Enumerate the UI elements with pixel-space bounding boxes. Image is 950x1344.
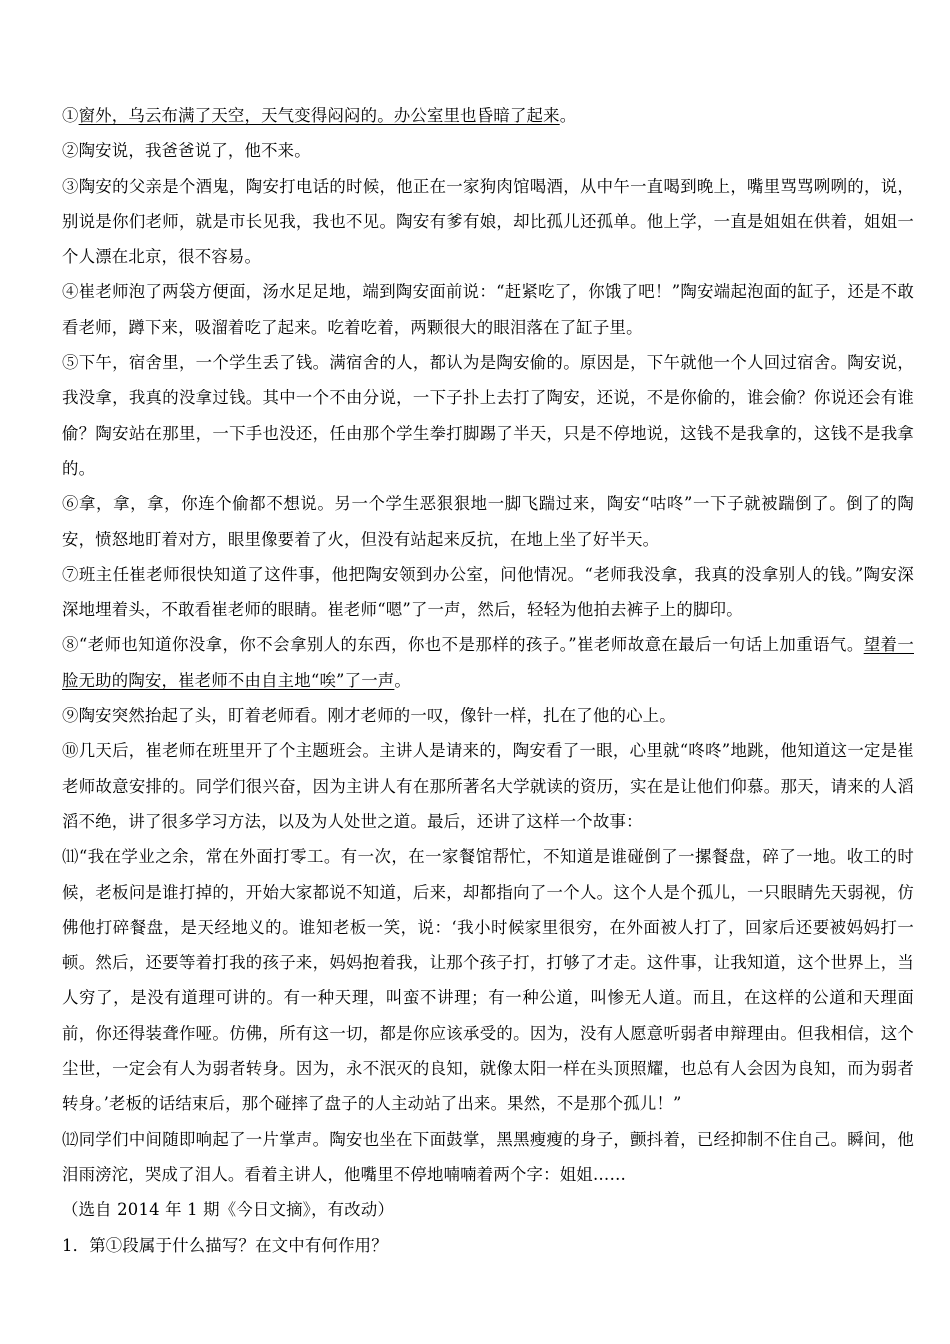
paragraph-10: ⑩几天后，崔老师在班里开了个主题班会。主讲人是请来的，陶安看了一眼，心里就“咚咚”地跳，他知道这一定是崔老师故意安排的。同学们很兴奋，因为主讲人有在那所著名大学就读的资历，实在是让他们仰慕。那天，请来的人滔滔不绝，讲了很多学习方法，以及为人处世之道。最后，还讲了这样一个故事：: [62, 741, 914, 831]
paragraph-8-text: ⑧“老师也知道你没拿，你不会拿别人的东西，你也不是那样的孩子。”崔老师故意在最后一句话上加重语气。: [62, 635, 864, 655]
paragraph-1: [62, 98, 914, 133]
paragraph-3: ③陶安的父亲是个酒鬼，陶安打电话的时候，他正在一家狗肉馆喝酒，从中午一直喝到晚上，嘴里骂骂咧咧的，说，别说是你们老师，就是市长见我，我也不见。陶安有爹有娘，却比孤儿还孤单。他上学，一直是姐姐在供着，姐姐一个人漂在北京，很不容易。: [62, 176, 914, 267]
paragraph-8-underlined-sentence: 望着一脸无助的陶安，崔老师不由自主地“唉”了一声: [62, 635, 914, 690]
paragraph-12: ⑿同学们中间随即响起了一片掌声。陶安也坐在下面鼓掌，黑黑瘦瘦的身子，颤抖着，已经抑制不住自己。瞬间，他泪雨滂沱，哭成了泪人。看着主讲人，他嘴里不停地喃喃着两个字：姐姐……: [62, 1129, 914, 1184]
source-note: （选自 2014 年 1 期《今日文摘》，有改动）: [62, 1200, 395, 1220]
paragraph-1-underlined-sentence: 窗外，乌云布满了天空，天气变得闷闷的。办公室里也昏暗了起来: [78, 106, 560, 125]
paragraph-8-end: 。: [394, 670, 411, 690]
paragraph-11: ⑾“我在学业之余，常在外面打零工。有一次，在一家餐馆帮忙，不知道是谁碰倒了一摞餐盘，碎了一地。收工的时候，老板问是谁打掉的，开始大家都说不知道，后来，却都指向了一个人。这个人是个孤儿，一只眼睛先天弱视，仿佛他打碎餐盘，是天经地义的。谁知老板一笑，说：‘我小时候家里很穷，在外面被人打了，回家后还要被妈妈打一顿。然后，还要等着打我的孩子来，妈妈抱着我，让那个孩子打，打够了才走。这件事，让我知道，这个世界上，当人穷了，是没有道理可讲的。有一种天理，叫蛮不讲理；有一种公道，叫惨无人道。而且，在这样的公道和天理面前，你还得装聋作哑。仿佛，所有这一切，都是你应该承受的。因为，没有人愿意听弱者申辩理由。但我相信，这个尘世，一定会有人为弱者转身。因为，永不泯灭的良知，就像太阳一样在头顶照耀，也总有人会因为良知，而为弱者转身。’老板的话结束后，那个碰摔了盘子的人主动站了出来。果然，不是那个孤儿！”: [62, 847, 914, 1114]
paragraph-9: ⑨陶安突然抬起了头，盯着老师看。刚才老师的一叹，像针一样，扎在了他的心上。: [62, 706, 676, 726]
paragraph-1-end: 。: [559, 106, 577, 125]
paragraph-5: ⑤下午，宿舍里，一个学生丢了钱。满宿舍的人，都认为是陶安偷的。原因是，下午就他一个人回过宿舍。陶安说，我没拿，我真的没拿过钱。其中一个不由分说，一下子扑上去打了陶安，还说，不是你偷的，谁会偷？你说还会有谁偷？陶安站在那里，一下手也没还，任由那个学生拳打脚踢了半天，只是不停地说，这钱不是我拿的，这钱不是我拿的。: [62, 353, 914, 478]
paragraph-7: ⑦班主任崔老师很快知道了这件事，他把陶安领到办公室，问他情况。“老师我没拿，我真的没拿别人的钱。”陶安深深地埋着头，不敢看崔老师的眼睛。崔老师“嗯”了一声，然后，轻轻为他拍去裤子上的脚印。: [62, 564, 914, 620]
paragraph-6: ⑥拿，拿，拿，你连个偷都不想说。另一个学生恶狠狠地一脚飞踹过来，陶安“咕咚”一下子就被踹倒了。倒了的陶安，愤怒地盯着对方，眼里像要着了火，但没有站起来反抗，在地上坐了好半天。: [62, 494, 914, 549]
paragraph-2: ②陶安说，我爸爸说了，他不来。: [62, 141, 311, 161]
article-body: [62, 98, 914, 1263]
paragraph-4: ④崔老师泡了两袋方便面，汤水足足地，端到陶安面前说：“赶紧吃了，你饿了吧！”陶安端起泡面的缸子，还是不敢看老师，蹲下来，吸溜着吃了起来。吃着吃着，两颗很大的眼泪落在了缸子里。: [62, 282, 914, 337]
paragraph-8: [62, 627, 914, 698]
question-1: 1．第①段属于什么描写？在文中有何作用？: [62, 1235, 388, 1255]
paragraph-1-marker: ①: [62, 106, 79, 125]
